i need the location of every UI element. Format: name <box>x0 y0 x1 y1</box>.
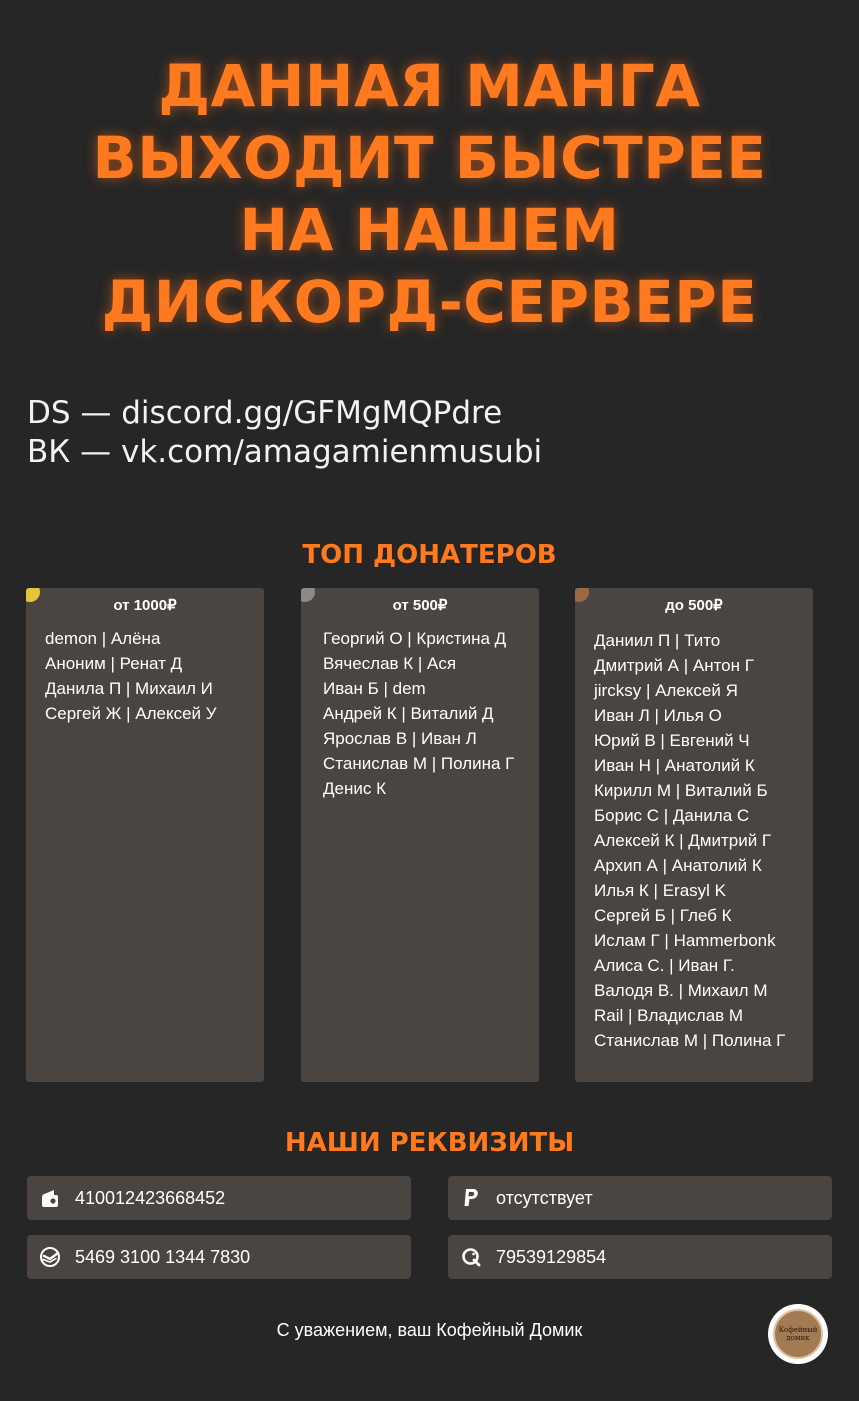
list-item: Станислав М | Полина Г <box>594 1031 786 1050</box>
list-item: jircksy | Алексей Я <box>594 681 738 700</box>
list-item: Даниил П | Тито <box>594 631 721 650</box>
list-item: Юрий В | Евгений Ч <box>594 731 750 750</box>
list-item: Архип А | Анатолий К <box>594 856 762 875</box>
headline-line-4: ДИСКОРД-СЕРВЕРЕ <box>101 268 758 336</box>
donor-panel-title: от 1000₽ <box>113 597 177 614</box>
paypal-requisite[interactable] <box>448 1176 832 1220</box>
footer-signature: С уважением, ваш Кофейный Домик <box>276 1320 583 1340</box>
donor-panel-500 <box>301 588 539 1082</box>
list-item: Иван Н | Анатолий К <box>594 756 755 775</box>
discord-link[interactable]: DS — discord.gg/GFMgMQPdre <box>27 395 503 431</box>
yoomoney-requisite[interactable] <box>27 1176 411 1220</box>
donor-list <box>594 628 813 1053</box>
qiwi-icon <box>460 1246 482 1268</box>
donor-panel-title: до 500₽ <box>665 597 723 614</box>
list-item: Данила П | Михаил И <box>45 679 213 698</box>
list-item: Андрей К | Виталий Д <box>323 704 494 723</box>
sberbank-icon <box>39 1246 61 1268</box>
vk-link[interactable]: ВК — vk.com/amagamienmusubi <box>27 434 543 470</box>
list-item: Станислав М | Полина Г <box>323 754 515 773</box>
donor-panel-1000 <box>26 588 264 1082</box>
list-item: Кирилл М | Виталий Б <box>594 781 768 800</box>
list-item: Ярослав В | Иван Л <box>323 729 477 748</box>
paypal-icon <box>460 1187 482 1209</box>
donor-list <box>45 626 264 726</box>
list-item: Сергей Б | Глеб К <box>594 906 732 925</box>
coffee-house-logo <box>768 1304 828 1364</box>
paypal-value: отсутствует <box>496 1187 593 1208</box>
list-item: Иван Л | Илья О <box>594 706 722 725</box>
list-item: Дмитрий А | Антон Г <box>594 656 754 675</box>
sberbank-value: 5469 3100 1344 7830 <box>75 1246 251 1267</box>
list-item: demon | Алёна <box>45 629 161 648</box>
list-item: Денис К <box>323 779 386 798</box>
list-item: Илья К | Erasyl K <box>594 881 726 900</box>
list-item: Вячеслав К | Ася <box>323 654 457 673</box>
list-item: Борис С | Данила С <box>594 806 750 825</box>
headline-line-1: ДАННАЯ МАНГА <box>158 52 701 120</box>
donors-title: ТОП ДОНАТЕРОВ <box>302 540 557 570</box>
list-item: Rail | Владислав М <box>594 1006 744 1025</box>
list-item: Аноним | Ренат Д <box>45 654 183 673</box>
list-item: Иван Б | dem <box>323 679 426 698</box>
donor-panel-title: от 500₽ <box>392 597 448 614</box>
sberbank-requisite[interactable] <box>27 1235 411 1279</box>
logo-badge: Кофейный домик <box>773 1309 823 1359</box>
list-item: Валодя В. | Михаил М <box>594 981 768 1000</box>
headline <box>0 50 859 338</box>
links-block <box>27 394 542 472</box>
headline-line-2: ВЫХОДИТ БЫСТРЕЕ <box>92 124 767 192</box>
yoomoney-value: 410012423668452 <box>75 1187 226 1208</box>
donor-list <box>323 626 539 801</box>
list-item: Георгий О | Кристина Д <box>323 629 507 648</box>
donor-panel-under-500 <box>575 588 813 1082</box>
requisites-title: НАШИ РЕКВИЗИТЫ <box>284 1128 575 1158</box>
list-item: Ислам Г | Hammerbonk <box>594 931 776 950</box>
yoomoney-icon <box>39 1187 61 1209</box>
qiwi-value: 79539129854 <box>496 1246 607 1267</box>
headline-line-3: НА НАШЕМ <box>239 196 620 264</box>
list-item: Алексей К | Дмитрий Г <box>594 831 772 850</box>
list-item: Алиса С. | Иван Г. <box>594 956 735 975</box>
qiwi-requisite[interactable] <box>448 1235 832 1279</box>
list-item: Сергей Ж | Алексей У <box>45 704 217 723</box>
